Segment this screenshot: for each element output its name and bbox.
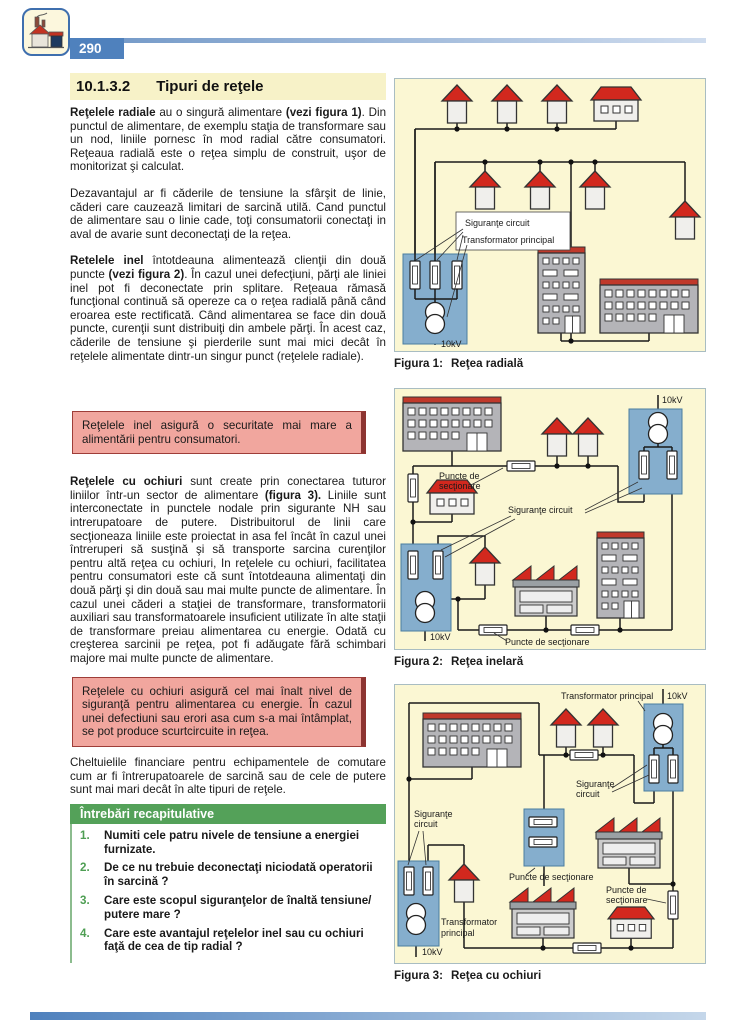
house bbox=[588, 709, 618, 747]
factory-logo-icon bbox=[22, 8, 70, 56]
junction-dot bbox=[543, 627, 548, 632]
caption-title: Reţea cu ochiuri bbox=[450, 969, 542, 982]
fuse bbox=[668, 755, 678, 783]
fig3-label-sectioning-right-2: secţionare bbox=[606, 895, 648, 905]
fig2-label-voltage-bottom: 10kV bbox=[430, 632, 451, 642]
figure-3-caption bbox=[394, 968, 706, 983]
paragraph-ring: Retelele inel întotdeauna alimentează clienţii din două puncte (vezi figura 2). În cazul unei defecţiuni, părţi ale liniei inel pot fi deconectate prin splitare. Reţeaua rămasă funcţional continuă să opereze ca o reţea radială până când eroarea este rectificată. Când alimentarea se face din două puncte, curenţii sunt distribuiţi din ambele părţi. În acest caz, căderile de tensiune şi pierderile sunt mai mici decât în reţelele alimentate dintr-un singur punct (reţelele radiale). bbox=[70, 254, 387, 363]
fig3-label-sectioning-mid: Puncte de secţionare bbox=[509, 872, 594, 882]
junction-dot bbox=[454, 126, 459, 131]
fig3-label-voltage-bottom: 10kV bbox=[422, 947, 443, 957]
footer-rule bbox=[30, 1012, 706, 1020]
question-number: 3. bbox=[80, 893, 90, 907]
fuse bbox=[649, 755, 659, 783]
question-number: 1. bbox=[80, 828, 90, 842]
house bbox=[442, 85, 472, 123]
house bbox=[449, 864, 479, 902]
junction-dot bbox=[455, 596, 460, 601]
junction-dot bbox=[628, 945, 633, 950]
wide-house bbox=[608, 907, 654, 938]
sectioning-fuse bbox=[573, 943, 601, 953]
junction-dot bbox=[410, 519, 415, 524]
caption-label: Figura 3: bbox=[394, 969, 443, 982]
paragraph-radial: Reţelele radiale au o singură alimentare (vezi figura 1). Din punctul de alimentare, de exemplu staţia de transformare sau un nod, liniile pornesc în mod radial către consumatori. Reţeaua radială este o reţea simplu de construit, uşor de monitorizat şi calculat. bbox=[70, 106, 387, 174]
section-title: Tipuri de reţele bbox=[156, 78, 264, 95]
fuse bbox=[404, 867, 414, 895]
figure-1-radial-network bbox=[394, 78, 706, 352]
junction-dot bbox=[482, 159, 487, 164]
transformer-icon bbox=[416, 592, 435, 623]
wide-house bbox=[591, 87, 641, 121]
fig3-label-transformer-bottom-1: Transformator bbox=[441, 917, 498, 927]
fig1-label-transformer: Transformator principal bbox=[462, 235, 555, 245]
factory bbox=[596, 818, 662, 868]
paragraph-mesh: Reţelele cu ochiuri sunt create prin conectarea tuturor liniilor într-un sector de alimentare (figura 3). Liniile sunt interconectate in punctele nodale prin sigurante NH sau intrerupatoare de putere. Distribuitorul de linii care secţioneaza liniile este proiectat in asa fel încât în cazul unei întreruperi să susţină şi să transporte sarcina curenţilor pentru altă reţea cu ochiuri, In reţelele cu ochiuri, facilitatea pentru consumatori este că sunt întotdeauna alimentaţi din două părţi şi din două sau mai multe puncte de alimentare. În cazul unei căderi a staţiei de transformare, transformatorii auxiliari sau transformatoarele insuficient utilizate în alte staţii de transformare preiau alimentarea cu energie. Odată cu creşterea sarcinii pe reţea, pot fi adăugate fără schimbari majore mai multe puncte de alimentare. bbox=[70, 475, 386, 665]
figure-2-ring-network bbox=[394, 388, 706, 650]
factory bbox=[510, 888, 576, 938]
transformer-icon bbox=[426, 303, 445, 334]
caption-label: Figura 1: bbox=[394, 357, 443, 370]
fig2-label-sectioning-2: secţionare bbox=[439, 481, 481, 491]
caption-label: Figura 2: bbox=[394, 655, 443, 668]
questions-header: Întrebări recapitulative bbox=[70, 804, 386, 824]
apartment-building bbox=[600, 279, 698, 333]
callout-mesh-safety: Reţelele cu ochiuri asigură cel mai înalt nivel de siguranţă pentru alimentarea cu energie. În cazul unei defectiuni sau erori asa cum s-a mai întâmplat, se pot produce scurtcircuite in reţea. bbox=[72, 677, 366, 747]
fig3-label-transformer-top: Transformator principal bbox=[561, 691, 654, 701]
junction-dot bbox=[568, 159, 573, 164]
fig3-label-fuse-right-2: circuit bbox=[576, 789, 600, 799]
fuse bbox=[639, 451, 649, 479]
question-item bbox=[80, 927, 386, 955]
apartment-building bbox=[538, 247, 585, 333]
fuse bbox=[433, 551, 443, 579]
fig3-label-voltage-top: 10kV bbox=[667, 691, 688, 701]
sectioning-fuse bbox=[408, 474, 418, 502]
junction-dot bbox=[585, 463, 590, 468]
fig3-label-transformer-bottom-2: principal bbox=[441, 928, 475, 938]
junction-dot bbox=[600, 752, 605, 757]
question-text: Numiti cele patru nivele de tensiune a energiei furnizate. bbox=[104, 828, 360, 856]
question-item bbox=[80, 894, 386, 922]
junction-dot bbox=[592, 159, 597, 164]
house bbox=[470, 171, 500, 209]
fuse bbox=[408, 551, 418, 579]
section-number: 10.1.3.2 bbox=[76, 78, 131, 95]
paragraph-costs: Cheltuielile financiare pentru echipamentele de comutare cum ar fi întrerupatoarele de sarcină sau de cele de putere sunt mai mari decât în alte tipuri de reţele. bbox=[70, 755, 386, 797]
paragraph-disadvantage: Dezavantajul ar fi căderile de tensiune la sfârşit de linie, căderi care cauzează limitari de sarcină utilă. Cand punctul de alimentare sau o linie cade, toţi consumatorii conectaţi in aval de avarie sunt deconectaţi de la reţea. bbox=[70, 186, 386, 241]
fig3-label-sectioning-right-1: Puncte de bbox=[606, 885, 647, 895]
fig3-label-fuse-left-2: circuit bbox=[414, 819, 438, 829]
fig1-label-voltage: 10kV bbox=[441, 339, 462, 349]
callout-ring-security: Reţelele inel asigură o securitate mai mare a alimentării pentru consumatori. bbox=[72, 411, 366, 454]
fuse bbox=[667, 451, 677, 479]
junction-dot bbox=[504, 126, 509, 131]
fuse bbox=[410, 261, 420, 289]
junction-dot bbox=[617, 627, 622, 632]
factory bbox=[513, 566, 579, 616]
fig3-label-fuse-left-1: Siguranţe bbox=[414, 809, 453, 819]
fig2-label-fuses: Siguranţe circuit bbox=[508, 505, 573, 515]
junction-dot bbox=[537, 159, 542, 164]
header-rule bbox=[70, 38, 706, 43]
house bbox=[580, 171, 610, 209]
caption-title: Reţea radială bbox=[450, 357, 524, 370]
sectioning-fuse bbox=[529, 837, 557, 847]
questions-list bbox=[70, 824, 386, 963]
sectioning-fuse bbox=[570, 750, 598, 760]
question-text: Care este scopul siguranţelor de înaltă tensiune/ putere mare ? bbox=[104, 893, 372, 921]
house bbox=[573, 418, 603, 456]
house bbox=[542, 85, 572, 123]
transformer-icon bbox=[654, 714, 673, 745]
figures-column bbox=[394, 78, 706, 983]
sectioning-fuse bbox=[507, 461, 535, 471]
house bbox=[470, 547, 500, 585]
apartment-building bbox=[423, 713, 521, 767]
fig2-label-sectioning-1: Puncte de bbox=[439, 471, 480, 481]
fig2-label-voltage-top: 10kV bbox=[662, 395, 683, 405]
figure-3-mesh-network bbox=[394, 684, 706, 964]
question-number: 4. bbox=[80, 926, 90, 940]
question-text: Care este avantajul reţelelor inel sau cu ochiuri faţă de cea de tip radial ? bbox=[104, 926, 364, 954]
junction-dot bbox=[540, 945, 545, 950]
caption-title: Reţea inelară bbox=[450, 655, 524, 668]
text-column bbox=[70, 73, 386, 963]
sectioning-fuse bbox=[668, 891, 678, 919]
section-heading bbox=[70, 73, 386, 100]
question-item bbox=[80, 829, 386, 857]
junction-dot bbox=[568, 338, 573, 343]
question-text: De ce nu trebuie deconectaţi niciodată operatorii în sarcină ? bbox=[104, 861, 373, 889]
fig3-label-fuse-right-1: Siguranţe bbox=[576, 779, 615, 789]
house bbox=[670, 201, 700, 239]
figure-1-caption bbox=[394, 356, 706, 371]
fig1-label-fuses: Siguranţe circuit bbox=[465, 218, 530, 228]
fig2-label-sectioning-bottom: Puncte de secţionare bbox=[505, 637, 590, 647]
question-number: 2. bbox=[80, 861, 90, 875]
apartment-building bbox=[403, 397, 501, 451]
transformer-icon bbox=[407, 904, 426, 935]
house bbox=[492, 85, 522, 123]
sectioning-fuse bbox=[529, 817, 557, 827]
fuse bbox=[452, 261, 462, 289]
junction-dot bbox=[554, 463, 559, 468]
junction-dot bbox=[670, 881, 675, 886]
house bbox=[542, 418, 572, 456]
page-number-badge: 290 bbox=[70, 38, 124, 59]
house bbox=[551, 709, 581, 747]
house bbox=[525, 171, 555, 209]
junction-dot bbox=[406, 776, 411, 781]
junction-dot bbox=[554, 126, 559, 131]
sectioning-fuse bbox=[479, 625, 507, 635]
fuse bbox=[430, 261, 440, 289]
figure-2-caption bbox=[394, 654, 706, 669]
question-item bbox=[80, 861, 386, 889]
transformer-icon bbox=[649, 413, 668, 444]
apartment-building bbox=[597, 532, 644, 618]
junction-dot bbox=[563, 752, 568, 757]
sectioning-fuse bbox=[571, 625, 599, 635]
fuse bbox=[423, 867, 433, 895]
